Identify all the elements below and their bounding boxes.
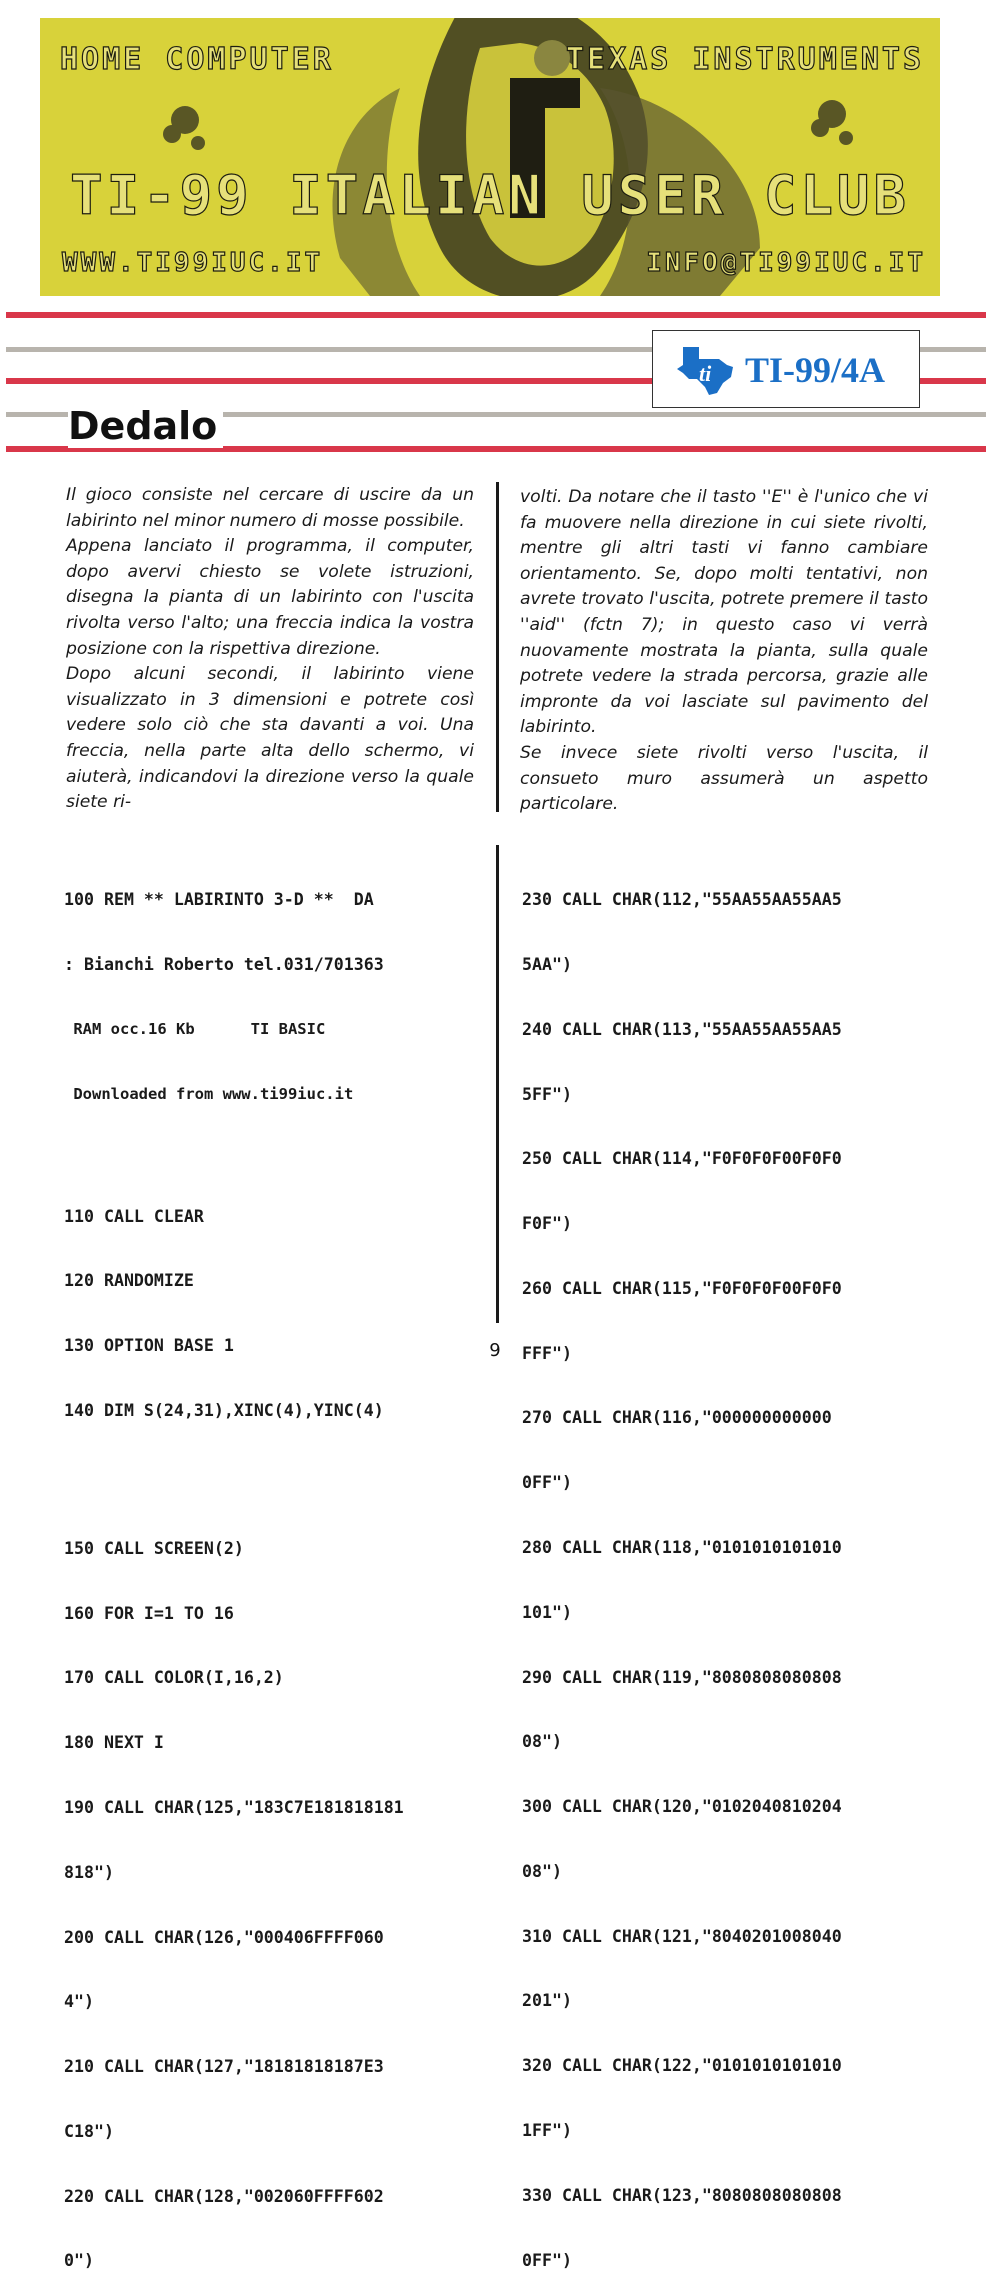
code-line: 08") — [522, 1732, 562, 1752]
code-line: 0") — [64, 2251, 94, 2271]
article-title: Dedalo — [68, 404, 223, 448]
code-line: 5FF") — [522, 1084, 572, 1104]
code-line: FFF") — [522, 1343, 572, 1363]
code-line: RAM occ.16 Kb TI BASIC — [64, 1019, 326, 1038]
code-line: 201") — [522, 1991, 572, 2011]
code-line: 190 CALL CHAR(125,"183C7E181818181 — [64, 1797, 404, 1817]
code-line: 200 CALL CHAR(126,"000406FFFF060 — [64, 1927, 384, 1947]
ti-logo-text: TI-99/4A — [745, 350, 886, 390]
code-line: 290 CALL CHAR(119,"8080808080808 — [522, 1667, 842, 1687]
code-line: 250 CALL CHAR(114,"F0F0F0F00F0F0 — [522, 1149, 842, 1169]
article-paragraph: Se invece siete rivolti verso l'uscita, il consueto muro assumerà un aspetto particolare. — [520, 742, 928, 815]
code-line: 100 REM ** LABIRINTO 3-D ** DA — [64, 890, 374, 910]
code-line: : Bianchi Roberto tel.031/701363 — [64, 954, 384, 974]
code-line: 0FF") — [522, 1473, 572, 1493]
code-line: 310 CALL CHAR(121,"8040201008040 — [522, 1926, 842, 1946]
banner-texas-instruments: TEXAS INSTRUMENTS — [565, 42, 924, 77]
column-divider — [496, 845, 499, 1323]
code-line: 0FF") — [522, 2250, 572, 2270]
code-line: 230 CALL CHAR(112,"55AA55AA55AA5 — [522, 890, 842, 910]
code-line: Downloaded from www.ti99iuc.it — [64, 1084, 354, 1103]
texas-ti-logo-icon — [673, 343, 737, 397]
article-right-column — [520, 485, 928, 818]
ti-99-4a-logo — [652, 330, 920, 408]
code-line: 320 CALL CHAR(122,"0101010101010 — [522, 2056, 842, 2076]
code-line: 130 OPTION BASE 1 — [64, 1336, 234, 1356]
club-banner — [40, 18, 940, 296]
code-line: 08") — [522, 1861, 562, 1881]
article-paragraph: Il gioco consiste nel cercare di uscire da un labirinto nel minor numero di mosse possibile. — [66, 485, 474, 531]
code-listing-left — [64, 846, 404, 2294]
code-line: 330 CALL CHAR(123,"8080808080808 — [522, 2185, 842, 2205]
article-paragraph: Appena lanciato il programma, il computer, dopo avervi chiesto se volete istruzioni, disegna la pianta di un labirinto con l'uscita rivolta verso l'alto; una freccia indica la vostra posizione con la rispettiva direzione. — [66, 536, 474, 659]
column-divider — [496, 482, 499, 812]
code-line: 160 FOR I=1 TO 16 — [64, 1603, 234, 1623]
code-line: 220 CALL CHAR(128,"002060FFFF602 — [64, 2186, 384, 2206]
code-line: 1FF") — [522, 2121, 572, 2141]
code-line: 818") — [64, 1862, 114, 1882]
article-paragraph: Dopo alcuni secondi, il labirinto viene visualizzato in 3 dimensioni e potrete così vedere solo ciò che sta davanti a voi. Una freccia, nella parte alta dello schermo, vi aiuterà, indicandovi la direzione verso la quale siete ri- — [66, 664, 474, 813]
code-line: 101") — [522, 1602, 572, 1622]
code-line: 260 CALL CHAR(115,"F0F0F0F00F0F0 — [522, 1278, 842, 1298]
code-line: 5AA") — [522, 954, 572, 974]
code-line: 270 CALL CHAR(116,"000000000000 — [522, 1408, 832, 1428]
page-number: 9 — [489, 1340, 501, 1361]
article-paragraph: volti. Da notare che il tasto ''E'' è l'unico che vi fa muovere nella direzione in cui siete rivolti, mentre gli altri tasti vi fanno cambiare orientamento. Se, dopo molti tentativi, non avrete trovato l'uscita, potrete premere il tasto ''aid'' (fctn 7); in questo caso vi verrà nuovamente mostrata la pianta, sulla quale potrete vedere la strada percorsa, grazie alle impronte da voi lasciate sul pavimento del labirinto. — [520, 487, 928, 738]
code-line: 140 DIM S(24,31),XINC(4),YINC(4) — [64, 1400, 384, 1420]
code-line: 120 RANDOMIZE — [64, 1271, 194, 1291]
code-line: 280 CALL CHAR(118,"0101010101010 — [522, 1538, 842, 1557]
stripe-red — [6, 312, 986, 318]
code-line: 210 CALL CHAR(127,"18181818187E3 — [64, 2057, 384, 2077]
code-line: 300 CALL CHAR(120,"0102040810204 — [522, 1797, 842, 1817]
article-left-column — [66, 483, 474, 816]
code-line: 110 CALL CLEAR — [64, 1206, 204, 1226]
banner-website: WWW.TI99IUC.IT — [62, 248, 324, 278]
code-line: 150 CALL SCREEN(2) — [64, 1538, 244, 1558]
code-line: 180 NEXT I — [64, 1733, 164, 1753]
code-listing-right — [522, 846, 842, 2293]
banner-home-computer: HOME COMPUTER — [60, 42, 334, 77]
code-line: 240 CALL CHAR(113,"55AA55AA55AA5 — [522, 1019, 842, 1039]
svg-text:ti: ti — [699, 361, 712, 386]
code-line: F0F") — [522, 1214, 572, 1234]
banner-email: INFO@TI99IUC.IT — [646, 248, 926, 278]
code-line: C18") — [64, 2121, 114, 2141]
code-line: 4") — [64, 1992, 94, 2012]
banner-title: TI-99 ITALIAN USER CLUB — [70, 164, 910, 227]
code-line: 170 CALL COLOR(I,16,2) — [64, 1668, 284, 1688]
